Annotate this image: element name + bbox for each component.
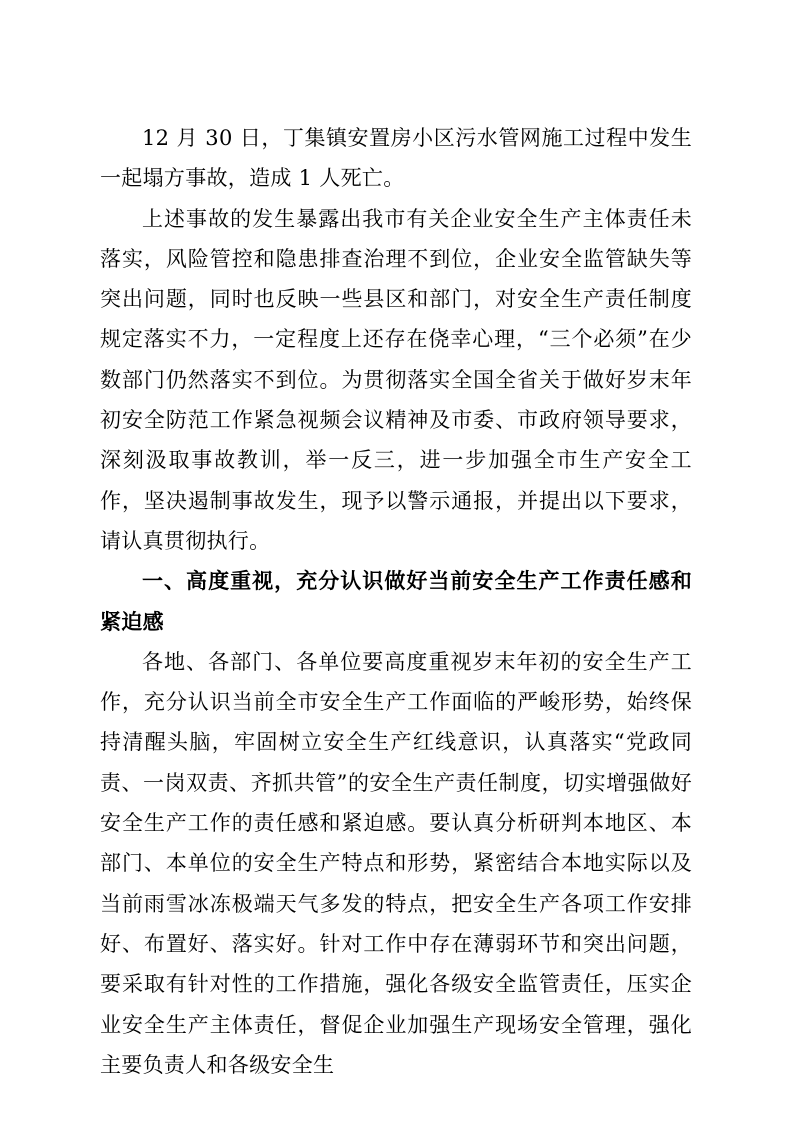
paragraph-accident-report: 12 月 30 日，丁集镇安置房小区污水管网施工过程中发生一起塌方事故，造成 1 人死亡。 xyxy=(100,126,692,191)
paragraph-exposed-problems: 上述事故的发生暴露出我市有关企业安全生产主体责任未落实，风险管控和隐患排查治理不到位，企业安全监管缺失等突出问题，同时也反映一些县区和部门，对安全生产责任制度规定落实不力，一定程度上还存在侥幸心理，“三个必须”在少数部门仍然落实不到位。为贯彻落实全国全省关于做好岁末年初安全防范工作紧急视频会议精神及市委、市政府领导要求，深刻汲取事故教训，举一反三，进一步加强全市生产安全工作，坚决遏制事故发生，现予以警示通报，并提出以下要求，请认真贯彻执行。 xyxy=(100,206,692,553)
document-body xyxy=(100,118,692,1085)
section-heading: 一、高度重视，充分认识做好当前安全生产工作责任感和紧迫感 xyxy=(100,569,692,634)
paragraph-section-body: 各地、各部门、各单位要高度重视岁末年初的安全生产工作，充分认识当前全市安全生产工作面临的严峻形势，始终保持清醒头脑，牢固树立安全生产红线意识，认真落实“党政同责、一岗双责、齐抓共管”的安全生产责任制度，切实增强做好安全生产工作的责任感和紧迫感。要认真分析研判本地区、本部门、本单位的安全生产特点和形势，紧密结合本地实际以及当前雨雪冰冻极端天气多发的特点，把安全生产各项工作安排好、布置好、落实好。针对工作中存在薄弱环节和突出问题，要采取有针对性的工作措施，强化各级安全监管责任，压实企业安全生产主体责任，督促企业加强生产现场安全管理，强化主要负责人和各级安全生 xyxy=(100,649,692,1077)
